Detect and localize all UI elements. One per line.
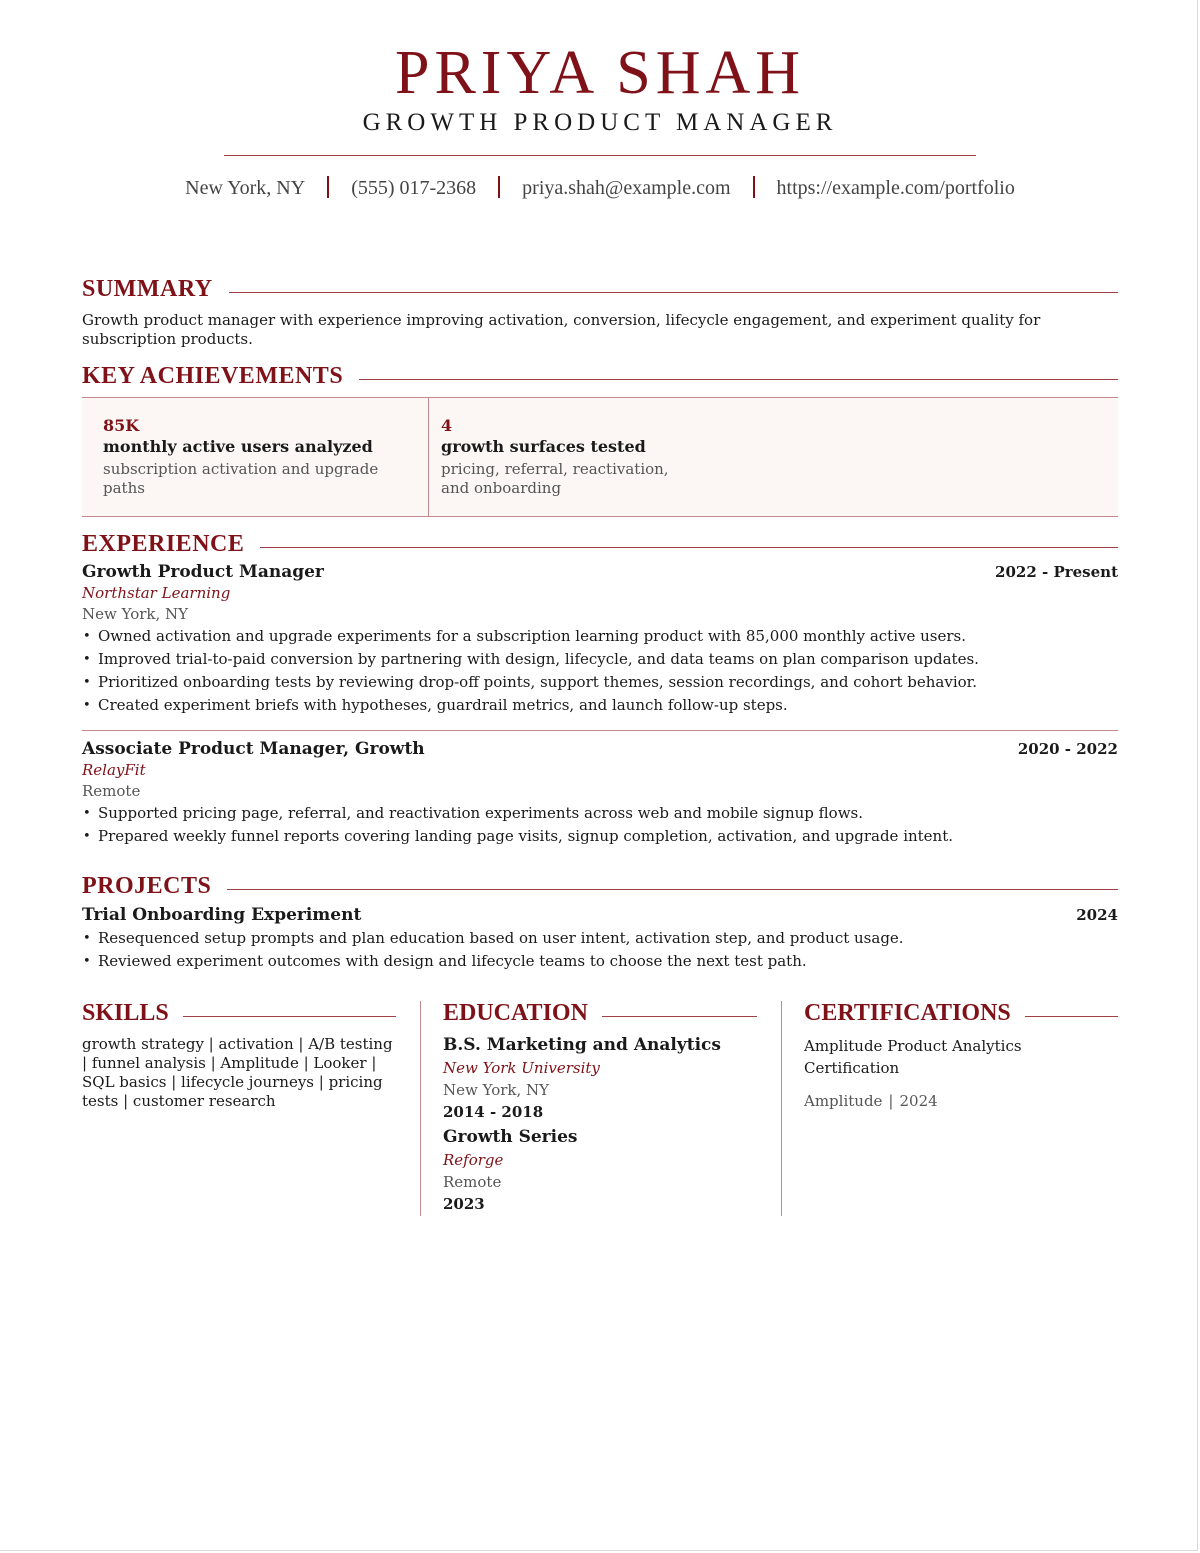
certifications-heading: CERTIFICATIONS bbox=[804, 1000, 1011, 1026]
section-rule bbox=[229, 292, 1118, 293]
skills-list: growth strategy | activation | A/B testing | funnel analysis | Amplitude | Looker | SQL basics | lifecycle journeys | pricing tests | customer research bbox=[82, 1035, 393, 1110]
contact-website[interactable]: https://example.com/portfolio bbox=[776, 177, 1015, 199]
achievement-value: 4 bbox=[441, 416, 453, 435]
achievement-label: growth surfaces tested bbox=[441, 437, 646, 456]
achievements-panel bbox=[82, 397, 1118, 517]
contact-separator bbox=[753, 176, 755, 198]
education-entry bbox=[443, 1125, 757, 1215]
certification-name: Amplitude Product Analytics Certification bbox=[804, 1037, 1022, 1077]
skills-column bbox=[82, 1000, 396, 1111]
achievement-value: 85K bbox=[103, 416, 140, 435]
job-bullet: • Created experiment briefs with hypotheses, guardrail metrics, and launch follow-up steps. bbox=[82, 694, 1118, 717]
skills-section-heading bbox=[82, 1000, 396, 1027]
project-entry bbox=[82, 905, 1118, 973]
job-bullet: • Supported pricing page, referral, and reactivation experiments across web and mobile signup flows. bbox=[82, 802, 1118, 825]
skills-heading: SKILLS bbox=[82, 1000, 169, 1026]
projects-section-heading bbox=[82, 873, 1118, 900]
project-bullet: • Reviewed experiment outcomes with design and lifecycle teams to choose the next test path. bbox=[82, 950, 1118, 973]
project-bullets bbox=[82, 927, 1118, 973]
meta-separator: | bbox=[888, 1092, 894, 1110]
contact-location: New York, NY bbox=[185, 177, 306, 199]
job-location: Remote bbox=[82, 782, 141, 800]
education-degree: B.S. Marketing and Analytics bbox=[443, 1035, 721, 1055]
section-rule bbox=[260, 547, 1118, 548]
entry-divider bbox=[82, 730, 1118, 731]
experience-heading: EXPERIENCE bbox=[82, 531, 245, 557]
education-dates: 2023 bbox=[443, 1195, 485, 1213]
education-degree: Growth Series bbox=[443, 1127, 578, 1147]
job-bullet: • Prepared weekly funnel reports covering landing page visits, signup completion, activation, and upgrade intent. bbox=[82, 825, 1118, 848]
summary-text: Growth product manager with experience improving activation, conversion, lifecycle engagement, and experiment quality for subscription products. bbox=[82, 311, 1041, 348]
certification-issuer: Amplitude bbox=[804, 1092, 883, 1110]
section-rule bbox=[359, 379, 1118, 380]
education-school: Reforge bbox=[443, 1151, 504, 1169]
column-divider bbox=[781, 1001, 782, 1216]
job-title: Growth Product Manager bbox=[82, 562, 324, 582]
summary-heading: SUMMARY bbox=[82, 276, 213, 302]
certifications-section-heading bbox=[804, 1000, 1118, 1027]
job-bullets bbox=[82, 802, 1118, 848]
experience-entry bbox=[82, 562, 1118, 717]
education-heading: EDUCATION bbox=[443, 1000, 588, 1026]
job-bullet: • Improved trial-to-paid conversion by partnering with design, lifecycle, and data teams on plan comparison updates. bbox=[82, 648, 1118, 671]
job-dates: 2020 - 2022 bbox=[1017, 740, 1118, 758]
education-column bbox=[443, 1000, 757, 1215]
resume-header bbox=[0, 38, 1200, 138]
project-date: 2024 bbox=[1076, 906, 1118, 924]
achievement-card bbox=[429, 398, 699, 516]
section-rule bbox=[183, 1016, 396, 1017]
section-rule bbox=[227, 889, 1118, 890]
projects-heading: PROJECTS bbox=[82, 873, 212, 899]
education-school: New York University bbox=[443, 1059, 600, 1077]
job-bullets bbox=[82, 625, 1118, 717]
contact-line bbox=[0, 176, 1200, 200]
contact-separator bbox=[498, 176, 500, 198]
job-location: New York, NY bbox=[82, 605, 189, 623]
section-rule bbox=[602, 1016, 757, 1017]
summary-section-heading bbox=[82, 276, 1118, 303]
job-dates: 2022 - Present bbox=[995, 563, 1118, 581]
candidate-title: GROWTH PRODUCT MANAGER bbox=[362, 109, 838, 136]
education-section-heading bbox=[443, 1000, 757, 1027]
contact-separator bbox=[327, 176, 329, 198]
section-rule bbox=[1025, 1016, 1118, 1017]
education-dates: 2014 - 2018 bbox=[443, 1103, 544, 1121]
achievements-section-heading bbox=[82, 363, 1118, 390]
education-location: Remote bbox=[443, 1173, 502, 1191]
job-company: Northstar Learning bbox=[82, 584, 231, 602]
achievements-heading: KEY ACHIEVEMENTS bbox=[82, 363, 344, 389]
header-divider bbox=[224, 155, 976, 156]
achievement-card bbox=[82, 398, 429, 516]
job-bullet: • Owned activation and upgrade experiments for a subscription learning product with 85,000 monthly active users. bbox=[82, 625, 1118, 648]
contact-phone[interactable]: (555) 017-2368 bbox=[351, 177, 477, 199]
job-company: RelayFit bbox=[82, 761, 146, 779]
achievement-label: monthly active users analyzed bbox=[103, 437, 373, 456]
experience-entry bbox=[82, 739, 1118, 848]
certifications-column bbox=[804, 1000, 1118, 1111]
certification-year: 2024 bbox=[899, 1092, 938, 1110]
project-bullet: • Resequenced setup prompts and plan education based on user intent, activation step, and product usage. bbox=[82, 927, 1118, 950]
column-divider bbox=[420, 1001, 421, 1216]
job-bullet: • Prioritized onboarding tests by reviewing drop-off points, support themes, session recordings, and cohort behavior. bbox=[82, 671, 1118, 694]
achievement-description: subscription activation and upgrade paths bbox=[103, 460, 379, 497]
contact-email[interactable]: priya.shah@example.com bbox=[522, 177, 731, 199]
candidate-name: PRIYA SHAH bbox=[394, 39, 806, 107]
education-entry bbox=[443, 1033, 757, 1123]
certification-meta bbox=[804, 1091, 1118, 1111]
experience-section-heading bbox=[82, 531, 1118, 558]
job-title: Associate Product Manager, Growth bbox=[82, 739, 425, 759]
education-location: New York, NY bbox=[443, 1081, 550, 1099]
project-title: Trial Onboarding Experiment bbox=[82, 905, 362, 925]
achievement-description: pricing, referral, reactivation, and onboarding bbox=[441, 460, 669, 497]
